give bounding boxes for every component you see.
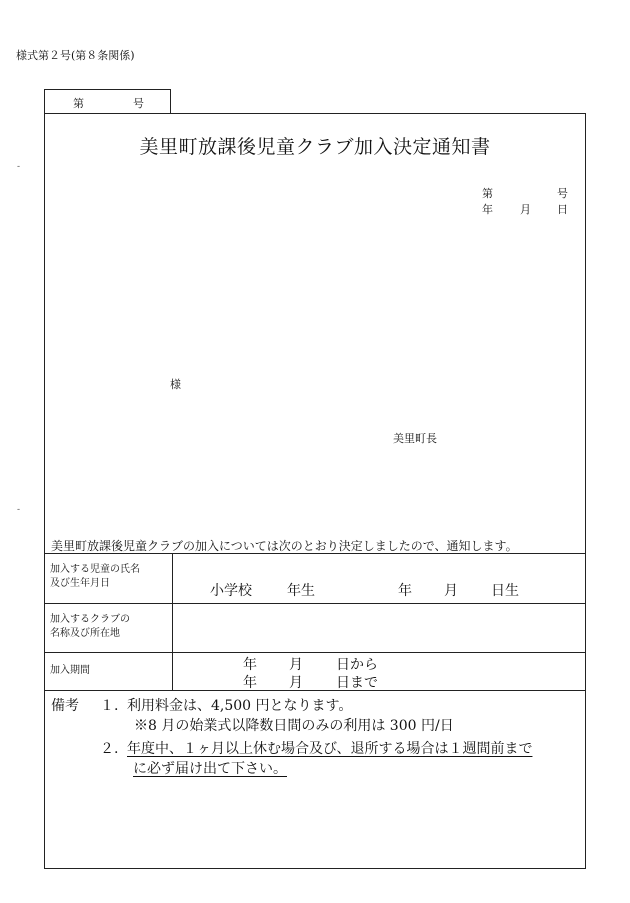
doc-date-day: 日 bbox=[557, 203, 568, 216]
remark-1-text: 利用料金は、4,500 円となります。 bbox=[127, 698, 353, 714]
margin-mark: - bbox=[17, 505, 21, 515]
child-birth-month: 月 bbox=[444, 583, 458, 599]
recipient-suffix: 様 bbox=[170, 378, 181, 391]
period-to-day: 日まで bbox=[336, 675, 378, 691]
document-title: 美里町放課後児童クラブ加入決定通知書 bbox=[139, 136, 491, 158]
doc-date-year: 年 bbox=[482, 203, 493, 216]
remark-2-text-line1: 年度中、１ヶ月以上休む場合及び、退所する場合は１週間前まで bbox=[127, 741, 533, 757]
remark-2-number: ２. bbox=[100, 741, 119, 757]
issuer-name: 美里町長 bbox=[393, 432, 437, 445]
period-to-year: 年 bbox=[243, 675, 257, 691]
period-from-day: 日から bbox=[336, 657, 378, 673]
child-birth-day: 日生 bbox=[491, 583, 519, 599]
remark-1-number: １. bbox=[100, 698, 119, 714]
number-box bbox=[44, 89, 171, 113]
margin-mark: - bbox=[17, 162, 21, 172]
table-divider bbox=[44, 690, 586, 691]
child-row-label: 加入する児童の氏名 及び生年月日 bbox=[50, 564, 140, 589]
period-from-year: 年 bbox=[243, 657, 257, 673]
table-divider bbox=[44, 553, 586, 554]
doc-number-dai: 第 bbox=[482, 187, 493, 200]
child-birth-year: 年 bbox=[398, 583, 412, 599]
child-grade: 年生 bbox=[287, 583, 315, 599]
period-to-month: 月 bbox=[289, 675, 303, 691]
number-box-go: 号 bbox=[133, 97, 144, 110]
doc-number-go: 号 bbox=[557, 187, 568, 200]
remark-2-text-line2: に必ず届け出て下さい。 bbox=[133, 761, 287, 777]
period-from-month: 月 bbox=[289, 657, 303, 673]
period-row-label: 加入期間 bbox=[50, 665, 90, 676]
child-school: 小学校 bbox=[210, 583, 252, 599]
notice-text: 美里町放課後児童クラブの加入については次のとおり決定しましたので、通知します。 bbox=[51, 539, 518, 553]
club-row-label: 加入するクラブの 名称及び所在地 bbox=[50, 614, 130, 639]
number-box-dai: 第 bbox=[73, 97, 84, 110]
table-column-divider bbox=[172, 553, 173, 690]
form-number-label: 様式第２号(第８条関係) bbox=[16, 49, 135, 62]
table-divider bbox=[44, 652, 586, 653]
remarks-label: 備考 bbox=[51, 698, 79, 714]
remark-1-subnote: ※8 月の始業式以降数日間のみの利用は 300 円/日 bbox=[134, 718, 454, 734]
table-divider bbox=[44, 603, 586, 604]
doc-date-month: 月 bbox=[520, 203, 531, 216]
